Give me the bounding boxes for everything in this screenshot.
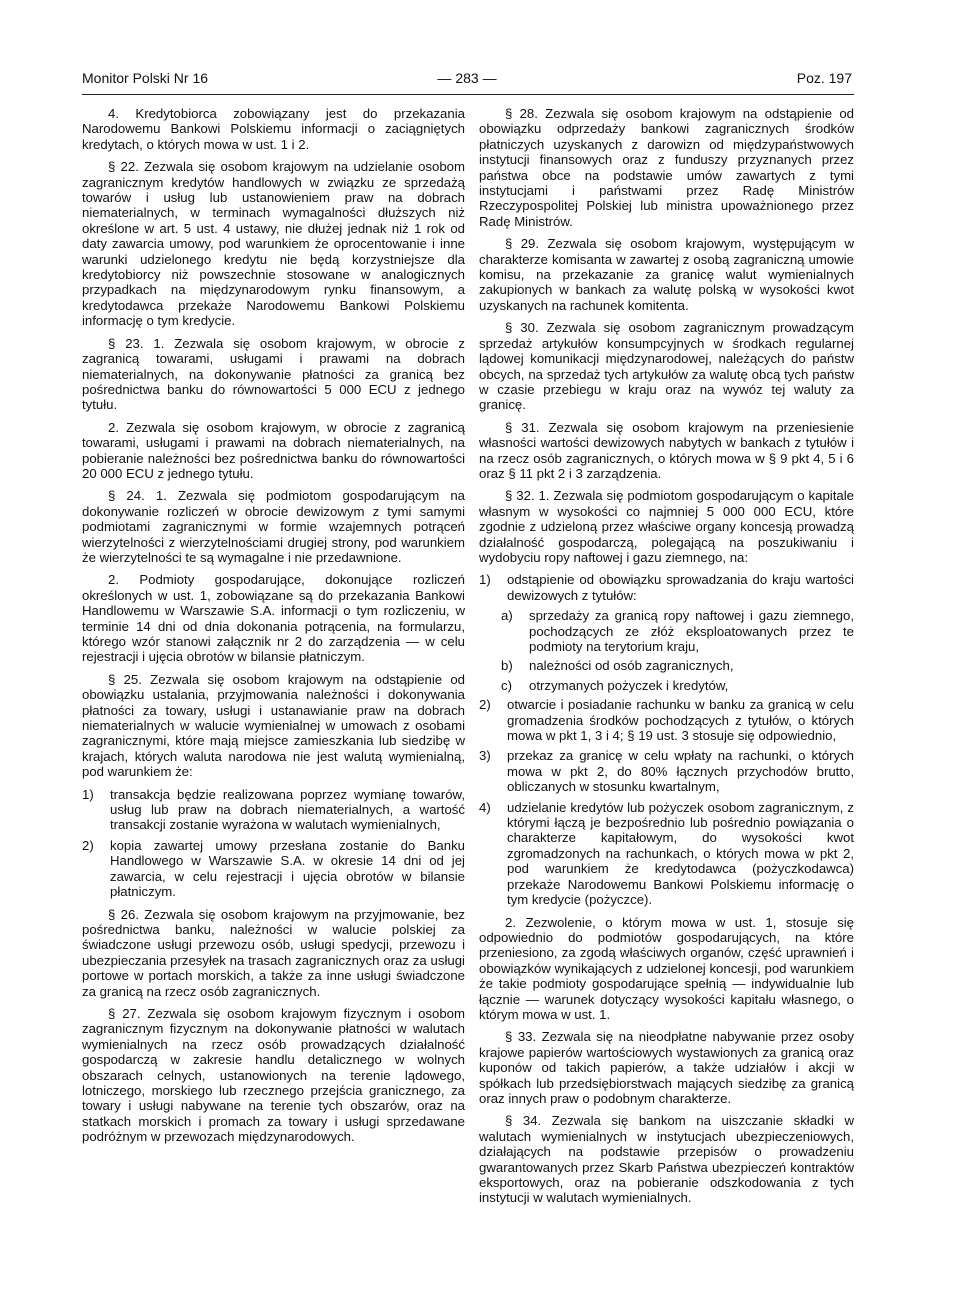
list-item-number: 1) xyxy=(82,786,94,802)
list-item-number: 1) xyxy=(479,572,491,588)
sub-list-item xyxy=(479,608,854,654)
section-26: § 26. Zezwala się osobom krajowym na przyjmowanie, bez pośrednictwa banku, należności w walucie polskiej za świadczone usługi przewozu osób, usługi spedycji, przewozu i ubezpieczania przesyłek na trasach zagranicznych oraz za usługi portowe w portach morskich, a także za inne usługi świadczone za granicą na rzecz osób zagranicznych. xyxy=(82,906,465,999)
right-column xyxy=(479,106,854,1213)
section-22: § 22. Zezwala się osobom krajowym na udzielanie osobom zagranicznym kredytów handlowych w związku ze sprzedażą towarów i usług lub ustanowieniem praw na dobrach niematerialnych, w terminach wymagalności dłuższych niż określone w art. 5 ust. 4 ustawy, nie dłużej jednak niż 1 rok od daty zawarcia umowy, pod warunkiem że oprocentowanie i inne warunki udzielonego kredytu nie będą korzystniejsze dla kredytobiorcy niż powszechnie stosowane w analogicznych przypadkach na międzynarodowym rynku finansowym, a kredytodawca przekaże Narodowemu Bankowi Polskiemu informację o tym kredycie. xyxy=(82,159,465,329)
paragraph-4: 4. Kredytobiorca zobowiązany jest do przekazania Narodowemu Bankowi Polskiemu informacji o zaciągniętych kredytach, o których mowa w ust. 1 i 2. xyxy=(82,106,465,152)
list-item-number: 2) xyxy=(479,697,491,713)
section-29: § 29. Zezwala się osobom krajowym, występującym w charakterze komisanta w zawartej z osobą zagraniczną umowie komisu, na przekazanie za granicę walut wymienialnych zakupionych w bankach za walutę polską w wysokości kwot uzyskanych na rachunek komitenta. xyxy=(479,236,854,313)
section-32-2: 2. Zezwolenie, o którym mowa w ust. 1, stosuje się odpowiednio do podmiotów gospodarujących, na które przeniesiono, za zgodą właściwych organów, część uprawnień i obowiązków wynikających z udzielonej koncesji, pod warunkiem że takie podmioty gospodarujące spełnią — indywidualnie lub łącznie — warunek dotyczący wysokości kapitału własnego, o którym mowa w ust. 1. xyxy=(479,914,854,1022)
list-item xyxy=(479,572,854,603)
section-24-2: 2. Podmioty gospodarujące, dokonujące rozliczeń określonych w ust. 1, zobowiązane są do przekazania Bankowi Handlowemu w Warszawie S.A. informacji o tym rozliczeniu, w terminie 14 dni od dnia dokonania potrącenia, na formularzu, którego wzór stanowi załącznik nr 2 do zarządzenia — w celu rejestracji i ujęcia obrotów w bilansie płatniczym. xyxy=(82,572,465,665)
section-30: § 30. Zezwala się osobom zagranicznym prowadzącym sprzedaż artykułów konsumpcyjnych w środkach regularnej lądowej komunikacji międzynarodowej, należących do państw obcych, na sprzedaż tych artykułów za walutę obcą tych państw w czasie przebiegu w kraju oraz na wywóz tej waluty za granicę. xyxy=(479,320,854,413)
sub-list-item-text: sprzedaży za granicą ropy naftowej i gazu ziemnego, pochodzących ze złóż eksploatowanych przez te podmioty na terytorium kraju, xyxy=(529,608,854,654)
sub-list-item-letter: b) xyxy=(501,658,513,674)
list-item-text: odstąpienie od obowiązku sprowadzania do kraju wartości dewizowych z tytułów: xyxy=(507,572,854,603)
list-item-text: otwarcie i posiadanie rachunku w banku za granicą w celu gromadzenia środków pochodzących z tytułów, o których mowa w pkt 1, 3 i 4; § 19 ust. 3 stosuje się odpowiednio, xyxy=(507,697,854,744)
list-item-text: kopia zawartej umowy przesłana zostanie do Banku Handlowego w Warszawie S.A. w okresie 14 dni od jej zawarcia, w celu rejestracji i ujęcia obrotów w bilansie płatniczym. xyxy=(110,837,465,900)
sub-list-item-text: otrzymanych pożyczek i kredytów, xyxy=(529,677,729,693)
list-item-number: 2) xyxy=(82,837,94,853)
list-item xyxy=(82,787,465,833)
section-33: § 33. Zezwala się na nieodpłatne nabywanie przez osoby krajowe papierów wartościowych wystawionych za granicą oraz kuponów od takich papierów, a także udziałów i akcji w spółkach lub przedsiębiorstwach mających siedzibę za granicą oraz innych praw o podobnym charakterze. xyxy=(479,1029,854,1106)
section-24-1: § 24. 1. Zezwala się podmiotom gospodarującym na dokonywanie rozliczeń w obrocie dewizowym z tymi samymi podmiotami zagranicznymi w formie wzajemnych potrąceń wierzytelności z wierzytelnościami drugiej strony, pod warunkiem że wierzytelności te są wymagalne i nie przedawnione. xyxy=(82,488,465,565)
list-item xyxy=(479,748,854,794)
sub-list-item-letter: c) xyxy=(501,677,512,693)
sub-list-item-text: należności od osób zagranicznych, xyxy=(529,658,734,674)
page-header xyxy=(82,70,852,88)
list-item-text: przekaz za granicę w celu wpłaty na rachunki, o których mowa w pkt 2, do 80% łącznych przychodów brutto, obliczanych w stosunku kwartalnym, xyxy=(507,748,854,795)
sub-list-item-letter: a) xyxy=(501,608,513,624)
list-item xyxy=(479,697,854,743)
list-item xyxy=(479,800,854,908)
list-item-number: 4) xyxy=(479,799,491,815)
page-number: — 283 — xyxy=(437,70,497,86)
sub-list-item xyxy=(479,678,854,693)
list-item-text: udzielanie kredytów lub pożyczek osobom zagranicznym, z którymi łączą je bezpośrednio lub pośrednio powiązania o charakterze kapitałowym, do wysokości kwot zgromadzonych na rachunkach, o których mowa w pkt 2, pod warunkiem że kredytodawca (pożyczkodawca) przekaże Narodowemu Bankowi Polskiemu informację o tym kredycie (pożyczce). xyxy=(507,799,854,908)
sub-list-item xyxy=(479,658,854,673)
section-23-2: 2. Zezwala się osobom krajowym, w obrocie z zagranicą towarami, usługami i prawami na dobrach niematerialnych, na pobieranie należności bez pośrednictwa banku do równowartości 20 000 ECU z jednego tytułu. xyxy=(82,419,465,481)
section-31: § 31. Zezwala się osobom krajowym na przeniesienie własności wartości dewizowych nabytych w bankach z tytułów i na rzecz osób zagranicznych, o których mowa w § 9 pkt 4, 5 i 6 oraz § 11 pkt 2 i 3 zarządzenia. xyxy=(479,419,854,481)
header-rule xyxy=(82,94,854,95)
section-28: § 28. Zezwala się osobom krajowym na odstąpienie od obowiązku odprzedaży bankowi zagranicznych środków płatniczych uzyskanych z darowizn od międzypaństwowych instytucji finansowych oraz z funduszy przyznanych przez państwa obce na podstawie umów zawartych z tymi instytucjami i państwami przez Radę Ministrów Rzeczypospolitej Polskiej lub ministra upoważnionego przez Radę Ministrów. xyxy=(479,106,854,229)
list-item-text: transakcja będzie realizowana poprzez wymianę towarów, usług lub praw na dobrach niematerialnych, a wartość transakcji zostanie wyrażona w walutach wymienialnych, xyxy=(110,786,465,833)
section-25: § 25. Zezwala się osobom krajowym na odstąpienie od obowiązku ustalania, przyjmowania należności i dokonywania płatności za towary, usługi i ustanawianie praw na dobrach niematerialnych w walucie wymienialnej w umowach z osobami zagranicznymi, które mają miejsce zamieszkania lub siedzibę w krajach, których waluta narodowa nie jest walutą wymienialną, pod warunkiem że: xyxy=(82,671,465,780)
left-column xyxy=(82,106,465,1152)
section-23-1: § 23. 1. Zezwala się osobom krajowym, w obrocie z zagranicą towarami, usługami i prawami na dobrach niematerialnych, na dokonywanie płatności za granicą bez pośrednictwa banku do równowartości 5 000 ECU z jednego tytułu. xyxy=(82,335,465,413)
section-32-1: § 32. 1. Zezwala się podmiotom gospodarującym o kapitale własnym w wysokości co najmniej 5 000 000 ECU, które zgodnie z udzieloną przez właściwe organy koncesją prowadzą działalność gospodarczą, polegającą na poszukiwaniu i wydobyciu ropy naftowej i gazu ziemnego, na: xyxy=(479,488,854,565)
list-item-number: 3) xyxy=(479,748,491,764)
journal-title: Monitor Polski Nr 16 xyxy=(82,70,209,86)
section-34: § 34. Zezwala się bankom na uiszczanie składki w walutach wymienialnych w instytucjach ubezpieczeniowych, działających na podstawie przepisów o prowadzeniu gwarantowanych przez Skarb Państwa ubezpieczeń kontraktów eksportowych, oraz na pobieranie odszkodowania z tych instytucji w walutach wymienialnych. xyxy=(479,1113,854,1206)
position-number: Poz. 197 xyxy=(796,70,852,86)
section-27: § 27. Zezwala się osobom krajowym fizycznym i osobom zagranicznym fizycznym na dokonywanie płatności w walutach wymienialnych na rzecz osób prowadzących działalność gospodarczą w zakresie handlu detalicznego w wolnych obszarach celnych, ustanowionych na terenie lądowego, lotniczego, morskiego lub rzecznego przejścia granicznego, za towary i usługi nabywane na terenie tych obszarów, oraz na statkach morskich i promach za towary i usługi sprzedawane podróżnym w przewozach międzynarodowych. xyxy=(82,1005,465,1145)
list-item xyxy=(82,838,465,900)
